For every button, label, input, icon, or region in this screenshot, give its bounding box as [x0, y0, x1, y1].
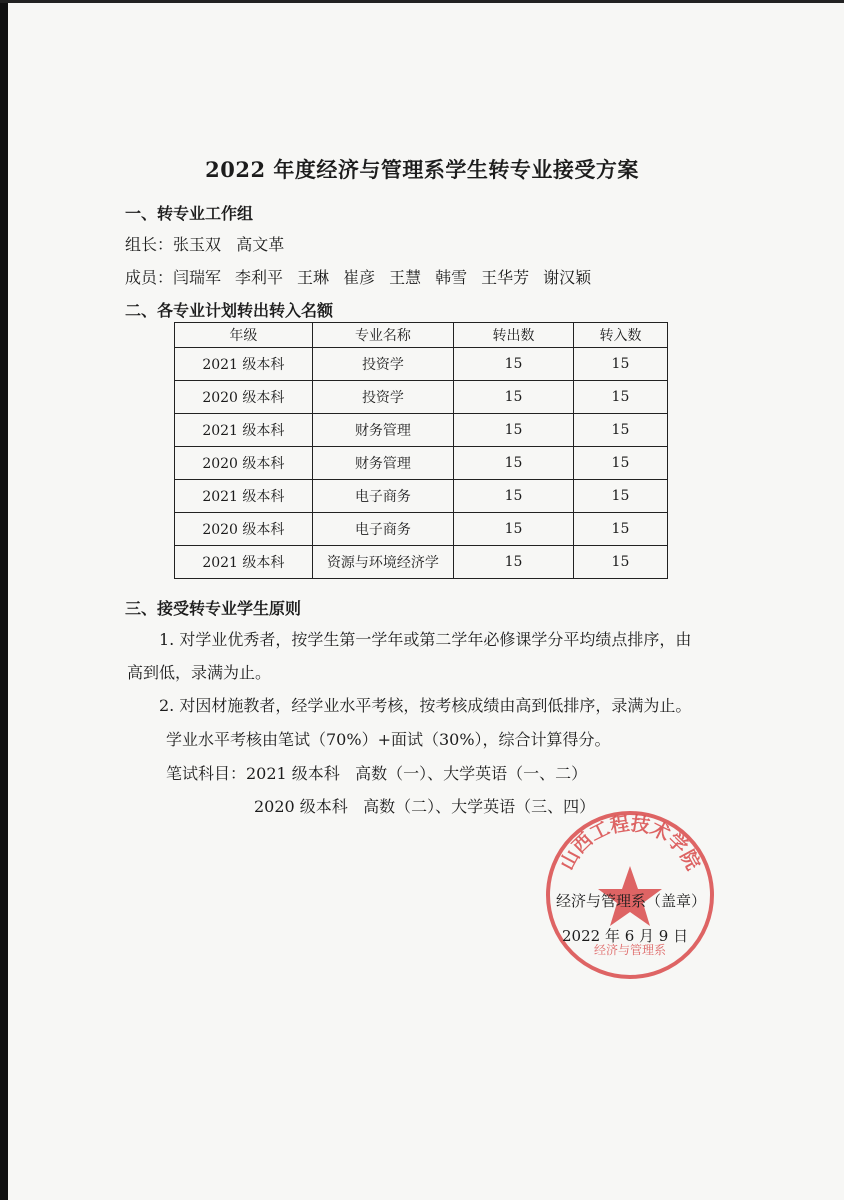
cell-major: 电子商务	[312, 480, 453, 513]
cell-out: 15	[454, 381, 574, 414]
member-name: 崔彦	[343, 268, 376, 287]
leaders-line	[125, 232, 284, 255]
cell-major: 资源与环境经济学	[312, 546, 453, 579]
cell-grade: 2020 级本科	[175, 381, 313, 414]
cell-in: 15	[573, 513, 667, 546]
cell-grade: 2021 级本科	[175, 414, 313, 447]
leader-name: 高文革	[236, 235, 285, 254]
signature-department: 经济与管理系（盖章）	[556, 892, 707, 910]
member-name: 谢汉颖	[543, 268, 592, 287]
principle-1-line-2: 高到低，录满为止。	[127, 663, 272, 682]
scan-edge-top	[0, 0, 844, 3]
column-header: 转入数	[573, 323, 667, 348]
document-title: 2022 年度经济与管理系学生转专业接受方案	[205, 157, 639, 182]
table-row	[175, 381, 668, 414]
cell-grade: 2021 级本科	[175, 480, 313, 513]
cell-major: 电子商务	[312, 513, 453, 546]
cell-out: 15	[454, 447, 574, 480]
cell-out: 15	[454, 348, 574, 381]
cell-in: 15	[573, 414, 667, 447]
members-line	[125, 265, 605, 288]
section-1-heading: 一、转专业工作组	[125, 204, 254, 223]
svg-text:山西工程技术学院	[556, 812, 705, 874]
section-3-heading: 三、接受转专业学生原则	[125, 599, 302, 618]
column-header: 转出数	[454, 323, 574, 348]
quota-table	[174, 322, 668, 579]
exam-subjects-2021: 笔试科目：2021 级本科 高数（一）、大学英语（一、二）	[166, 764, 588, 783]
member-name: 王琳	[297, 268, 330, 287]
exam-subjects-2020: 2020 级本科 高数（二）、大学英语（三、四）	[254, 797, 596, 816]
cell-major: 财务管理	[312, 414, 453, 447]
cell-major: 财务管理	[312, 447, 453, 480]
section-2-heading: 二、各专业计划转出转入名额	[125, 301, 334, 320]
cell-in: 15	[573, 546, 667, 579]
cell-grade: 2021 级本科	[175, 348, 313, 381]
table-header-row	[175, 323, 668, 348]
cell-grade: 2020 级本科	[175, 447, 313, 480]
principle-1-line-1: 1. 对学业优秀者，按学生第一学年或第二学年必修课学分平均绩点排序，由	[159, 630, 692, 649]
cell-grade: 2020 级本科	[175, 513, 313, 546]
member-label: 成员：	[125, 268, 174, 287]
leader-name: 张玉双	[173, 235, 222, 254]
member-name: 闫瑞军	[173, 268, 222, 287]
cell-major: 投资学	[312, 381, 453, 414]
table-row	[175, 480, 668, 513]
table-row	[175, 447, 668, 480]
cell-out: 15	[454, 480, 574, 513]
seal-bottom-text: 经济与管理系	[593, 943, 667, 957]
cell-in: 15	[573, 348, 667, 381]
member-name: 韩雪	[435, 268, 468, 287]
member-name: 李利平	[235, 268, 284, 287]
cell-out: 15	[454, 513, 574, 546]
principle-2-line-1: 2. 对因材施教者，经学业水平考核，按考核成绩由高到低排序，录满为止。	[159, 696, 692, 715]
table-row	[175, 513, 668, 546]
column-header: 年级	[175, 323, 313, 348]
cell-out: 15	[454, 414, 574, 447]
member-name: 王慧	[389, 268, 422, 287]
table-row	[175, 546, 668, 579]
column-header: 专业名称	[312, 323, 453, 348]
cell-major: 投资学	[312, 348, 453, 381]
principle-2-line-2: 学业水平考核由笔试（70%）+面试（30%），综合计算得分。	[166, 730, 611, 749]
cell-in: 15	[573, 447, 667, 480]
leader-label: 组长：	[125, 235, 174, 254]
table-row	[175, 348, 668, 381]
cell-out: 15	[454, 546, 574, 579]
cell-grade: 2021 级本科	[175, 546, 313, 579]
member-name: 王华芳	[481, 268, 530, 287]
table-row	[175, 414, 668, 447]
seal-text: 山西工程技术学院	[555, 812, 705, 874]
cell-in: 15	[573, 480, 667, 513]
cell-in: 15	[573, 381, 667, 414]
signature-date: 2022 年 6 月 9 日	[562, 927, 689, 945]
